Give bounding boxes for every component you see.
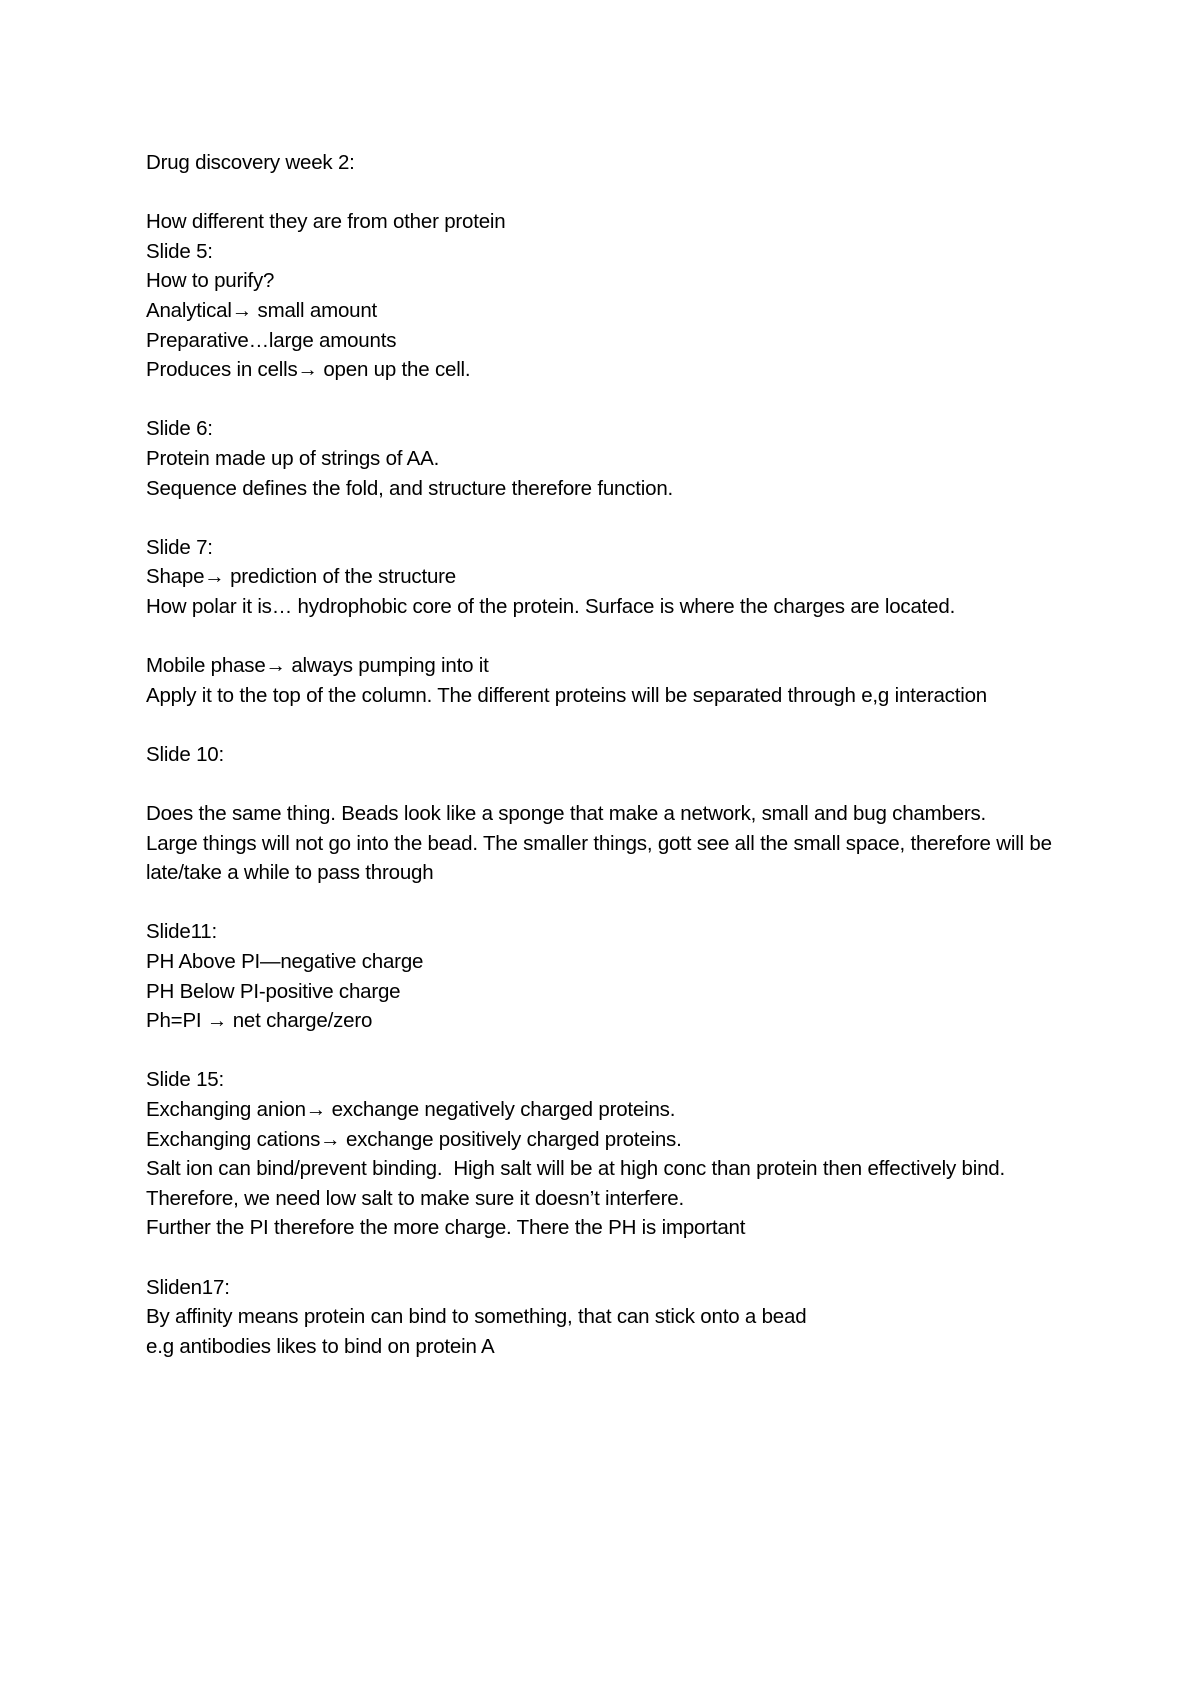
slide-11-line: Ph=PI → net charge/zero	[146, 1009, 373, 1033]
slide-11-line: PH Above PI—negative charge	[146, 950, 424, 974]
blank-line	[146, 1243, 1076, 1273]
slide-15-line: Further the PI therefore the more charge. There the PH is important	[146, 1216, 746, 1240]
slide-15-heading: Slide 15:	[146, 1068, 224, 1092]
slide-17-line: e.g antibodies likes to bind on protein A	[146, 1334, 495, 1358]
slide-15-line: Exchanging cations→ exchange positively charged proteins.	[146, 1127, 682, 1151]
slide-15-line: Salt ion can bind/prevent binding. High salt will be at high conc than protein then effectively bind. Therefore, we need low salt to make sure it doesn’t interfere.	[146, 1157, 1011, 1210]
slide-6-heading: Slide 6:	[146, 417, 213, 441]
blank-line	[146, 710, 1076, 740]
document-title: Drug discovery week 2:	[146, 151, 355, 174]
blank-line	[146, 888, 1076, 918]
blank-line	[146, 769, 1076, 799]
slide-5-heading: Slide 5:	[146, 239, 213, 263]
slide-5-line: Produces in cells→ open up the cell.	[146, 358, 471, 382]
slide-11-line: PH Below PI-positive charge	[146, 979, 401, 1003]
slide-5-line: Preparative…large amounts	[146, 328, 397, 352]
slide-7-heading: Slide 7:	[146, 535, 213, 559]
slide-15-line: Exchanging anion→ exchange negatively charged proteins.	[146, 1098, 676, 1121]
document-body	[146, 148, 1076, 1361]
slide-7-line: Shape→ prediction of the structure	[146, 565, 456, 589]
blank-line	[146, 503, 1076, 533]
blank-line	[146, 385, 1076, 415]
slide-17-line: By affinity means protein can bind to something, that can stick onto a bead	[146, 1305, 807, 1329]
blank-line	[146, 178, 1076, 208]
slide-17-heading: Sliden17:	[146, 1275, 230, 1299]
blank-line	[146, 622, 1076, 652]
slide-10-line: Large things will not go into the bead. The smaller things, gott see all the small space, therefore will be late/take a while to pass through	[146, 831, 1058, 885]
slide-10-line: Does the same thing. Beads look like a sponge that make a network, small and bug chambers.	[146, 802, 987, 826]
slide-10-heading: Slide 10:	[146, 742, 224, 766]
slide-5-line: Analytical→ small amount	[146, 298, 378, 322]
slide-5-line: How to purify?	[146, 269, 275, 293]
slide-6-line: Sequence defines the fold, and structure therefore function.	[146, 476, 674, 500]
mobile-phase-line: Apply it to the top of the column. The different proteins will be separated through e,g interaction	[146, 683, 987, 707]
blank-line	[146, 1036, 1076, 1066]
slide-11-heading: Slide11:	[146, 920, 217, 944]
mobile-phase-line: Mobile phase→ always pumping into it	[146, 654, 489, 678]
slide-6-line: Protein made up of strings of AA.	[146, 446, 440, 470]
slide-7-line: How polar it is… hydrophobic core of the protein. Surface is where the charges are located.	[146, 594, 956, 618]
intro-line: How different they are from other protein	[146, 210, 506, 234]
